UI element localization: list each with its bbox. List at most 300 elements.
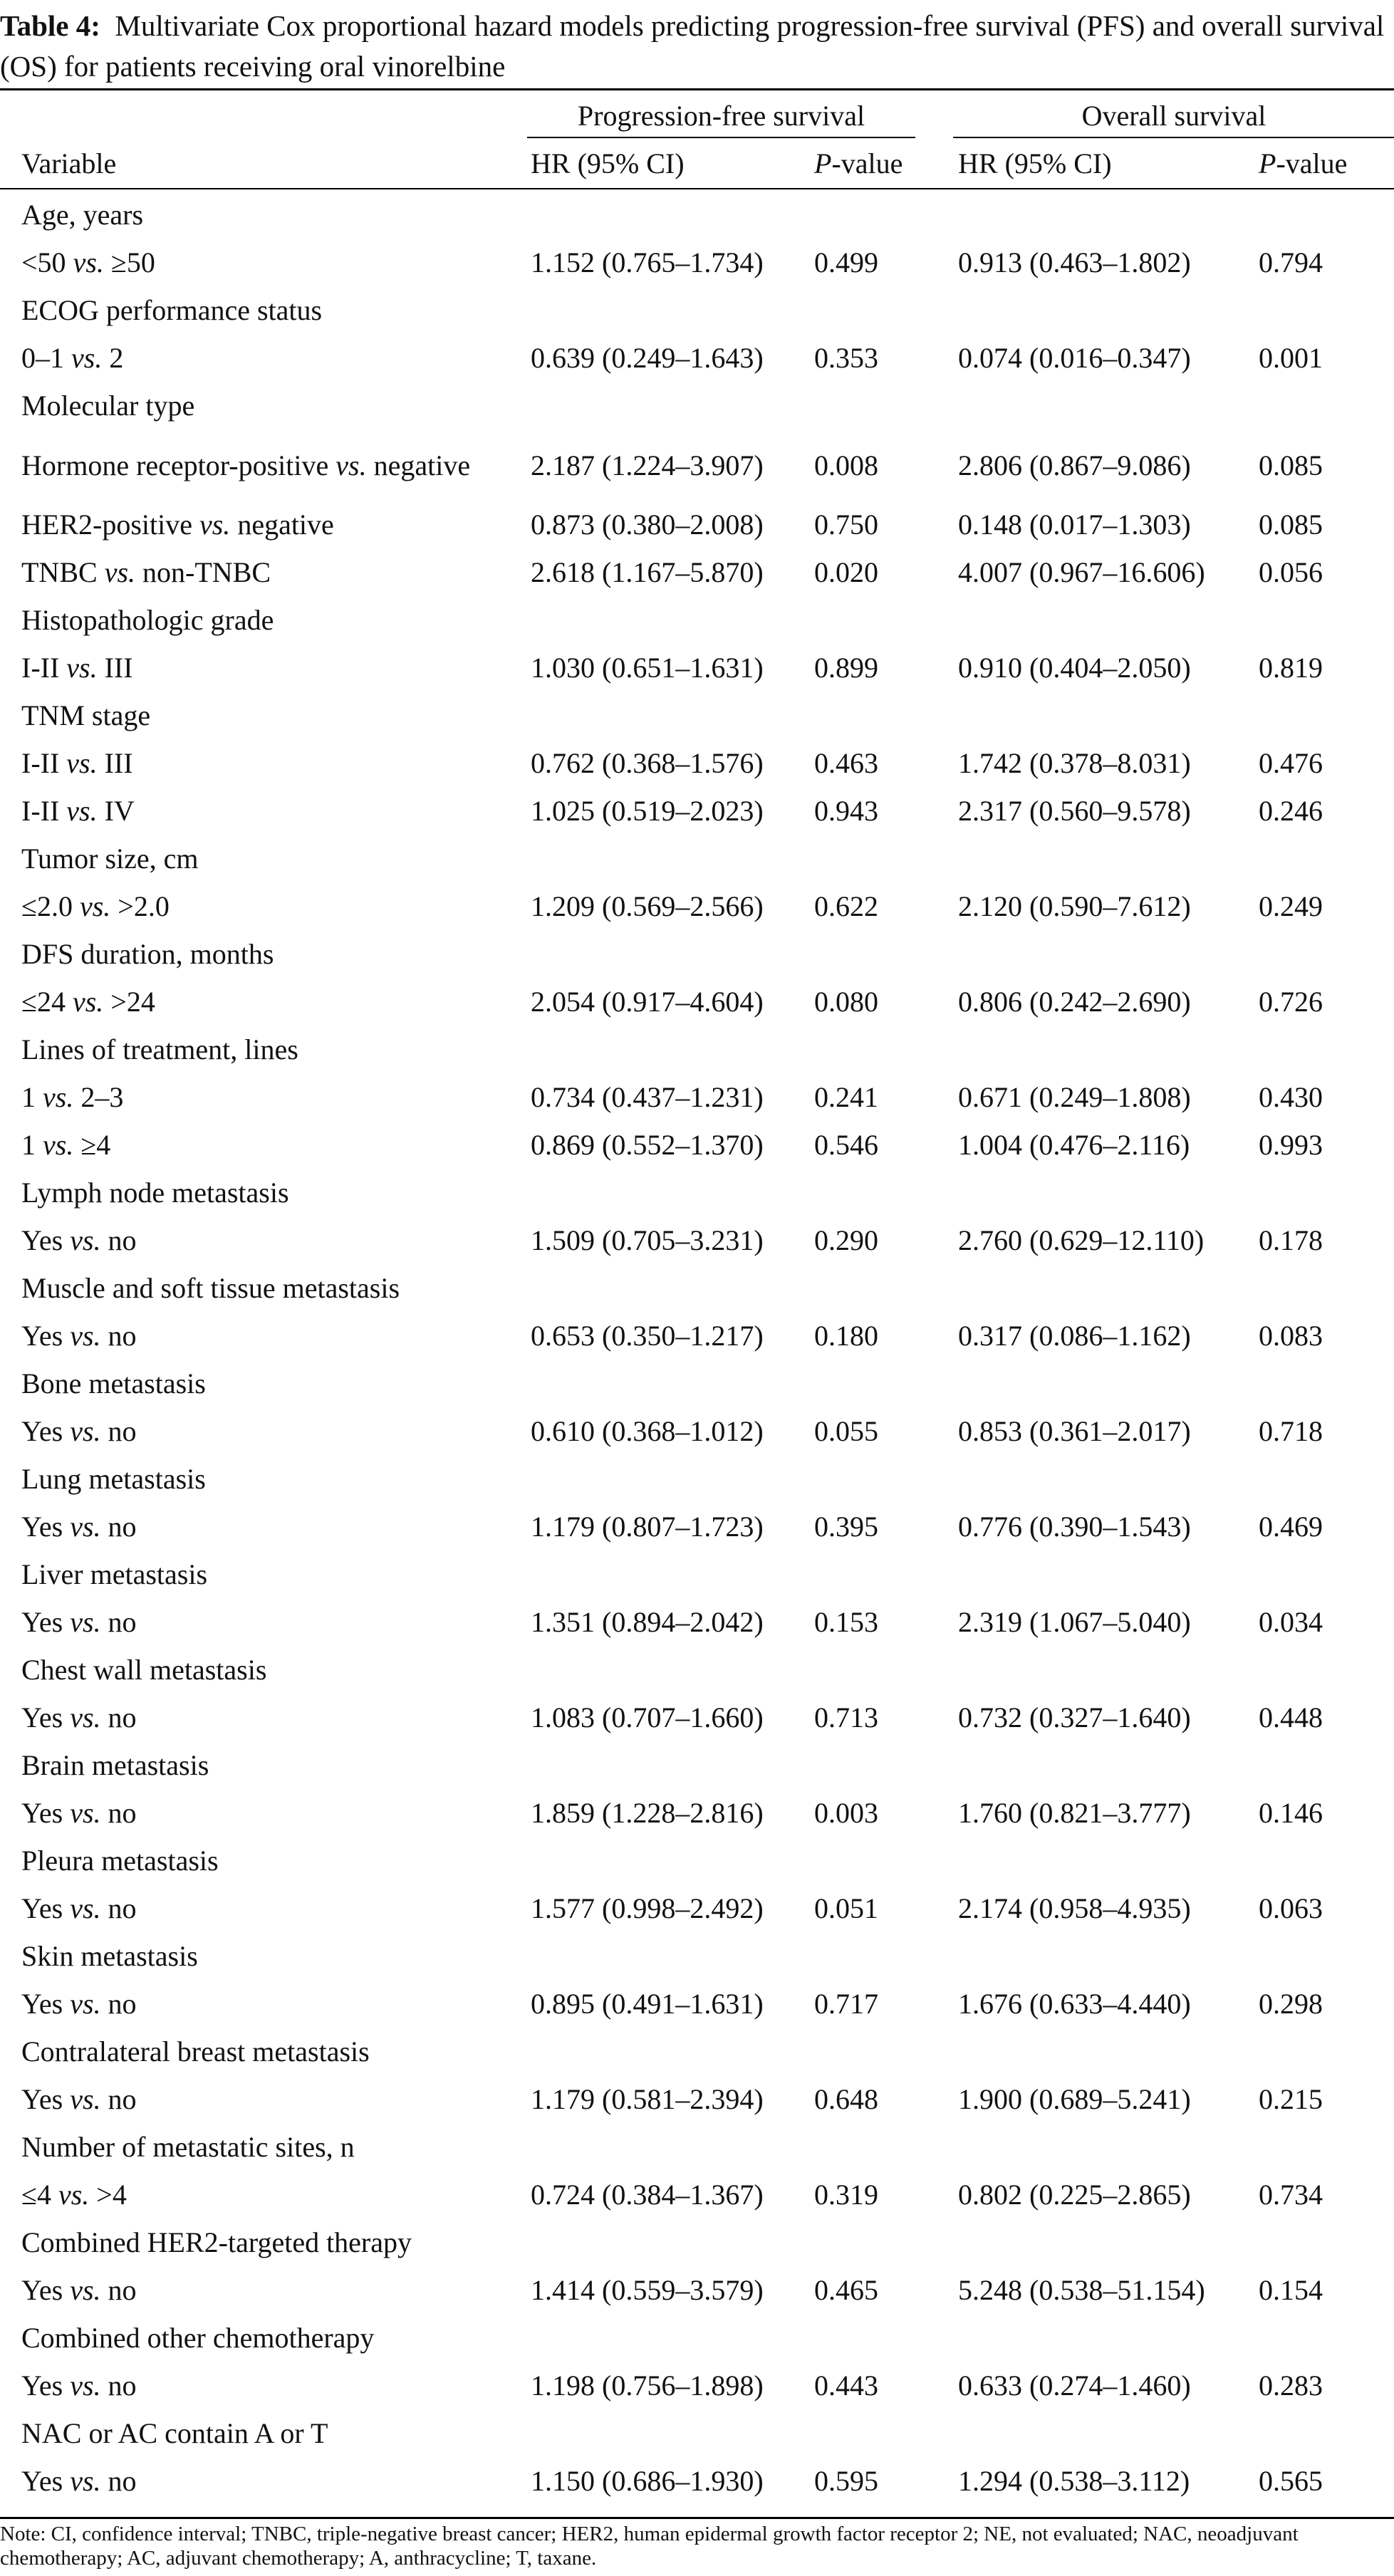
variable-heading-row [0, 1360, 1394, 1407]
pfs-hr-cell: 2.618 (1.167–5.870) [531, 556, 764, 588]
pfs-p-value-cell: 0.463 [814, 747, 878, 779]
variable-heading: Liver metastasis [21, 1558, 208, 1590]
os-hr-cell: 1.676 (0.633–4.440) [958, 1988, 1191, 2020]
os-hr-cell: 0.910 (0.404–2.050) [958, 652, 1191, 684]
comparison-cell [0, 429, 531, 501]
os-p-value-cell: 0.298 [1259, 1988, 1323, 2020]
comparison-cell [0, 1598, 531, 1646]
os-hr-cell: 2.317 (0.560–9.578) [958, 795, 1191, 827]
comparison-right: no [100, 1511, 137, 1543]
comparison-right: ≥4 [73, 1129, 111, 1161]
pfs-hr-cell: 1.179 (0.807–1.723) [531, 1511, 764, 1543]
os-hr-cell: 0.633 (0.274–1.460) [958, 2369, 1191, 2402]
os-p-value-cell: 0.448 [1259, 1701, 1323, 1733]
variable-heading: Chest wall metastasis [21, 1654, 267, 1686]
table-row [0, 501, 1394, 548]
variable-heading-row [0, 2218, 1394, 2266]
pfs-p-value-cell: 0.080 [814, 986, 878, 1018]
os-p-value-cell: 0.178 [1259, 1224, 1323, 1256]
versus-label: vs. [66, 795, 98, 827]
versus-label: vs. [70, 2274, 101, 2306]
comparison-cell [0, 1884, 531, 1932]
comparison-cell [0, 644, 531, 692]
os-p-value-cell: 0.083 [1259, 1320, 1323, 1352]
variable-heading: Contralateral breast metastasis [21, 2035, 370, 2067]
col-header-p-pfs [814, 146, 903, 182]
comparison-cell [0, 1312, 531, 1360]
pfs-p-value-cell: 0.717 [814, 1988, 878, 2020]
os-p-value-cell: 0.085 [1259, 509, 1323, 541]
pfs-p-value-cell: 0.750 [814, 509, 878, 541]
pfs-p-value-cell: 0.713 [814, 1701, 878, 1733]
pfs-p-value-cell: 0.290 [814, 1224, 878, 1256]
os-hr-cell: 1.294 (0.538–3.112) [958, 2465, 1190, 2497]
os-hr-cell: 2.760 (0.629–12.110) [958, 1224, 1205, 1256]
variable-heading: Muscle and soft tissue metastasis [21, 1272, 400, 1304]
table-row [0, 1884, 1394, 1932]
variable-heading: Number of metastatic sites, n [21, 2131, 355, 2163]
versus-label: vs. [70, 1701, 101, 1733]
comparison-left: TNBC [21, 556, 105, 588]
table-row [0, 1407, 1394, 1455]
table-row [0, 548, 1394, 596]
versus-label: vs. [66, 652, 98, 684]
comparison-left: Yes [21, 2465, 71, 2497]
variable-heading: NAC or AC contain A or T [21, 2417, 328, 2449]
os-hr-cell: 4.007 (0.967–16.606) [958, 556, 1205, 588]
pfs-p-value-cell: 0.395 [814, 1511, 878, 1543]
group-rule-os [953, 137, 1394, 138]
pfs-p-value-cell: 0.546 [814, 1129, 878, 1161]
table-row [0, 2362, 1394, 2409]
versus-label: vs. [72, 986, 104, 1018]
pfs-p-value-cell: 0.353 [814, 342, 878, 374]
comparison-cell [0, 1216, 531, 1264]
comparison-cell [0, 882, 531, 930]
pfs-p-value-cell: 0.443 [814, 2369, 878, 2402]
comparison-cell [0, 2266, 531, 2314]
os-p-value-cell: 0.154 [1259, 2274, 1323, 2306]
variable-heading: Lung metastasis [21, 1463, 206, 1495]
comparison-right: no [100, 1892, 137, 1924]
versus-label: vs. [70, 2083, 101, 2115]
comparison-cell [0, 1503, 531, 1550]
variable-heading: Pleura metastasis [21, 1845, 219, 1877]
variable-heading-row [0, 835, 1394, 882]
variable-heading: DFS duration, months [21, 938, 274, 970]
pfs-p-value-cell: 0.465 [814, 2274, 878, 2306]
os-p-value-cell: 0.246 [1259, 795, 1323, 827]
comparison-right: ≥50 [103, 246, 155, 278]
os-p-value-cell: 0.283 [1259, 2369, 1323, 2402]
os-p-value-cell: 0.794 [1259, 246, 1323, 278]
versus-label: vs. [70, 1892, 101, 1924]
table-row [0, 787, 1394, 835]
versus-label: vs. [70, 1988, 101, 2020]
os-hr-cell: 0.913 (0.463–1.802) [958, 246, 1191, 278]
comparison-right: negative [366, 449, 471, 481]
table-note: Note: CI, confidence interval; TNBC, triple-negative breast cancer; HER2, human epidermal growth factor receptor 2; NE, not evaluated; NAC, neoadjuvant chemotherapy; AC, adjuvant chemotherapy; A, anthracycline; T, taxane. [0, 2523, 1299, 2570]
versus-label: vs. [71, 342, 103, 374]
versus-label: vs. [70, 1415, 101, 1447]
os-p-value-cell: 0.146 [1259, 1797, 1323, 1829]
variable-heading: TNM stage [21, 699, 151, 731]
comparison-right: no [100, 1701, 137, 1733]
pfs-hr-cell: 0.610 (0.368–1.012) [531, 1415, 764, 1447]
col-header-hr-pfs: HR (95% CI) [531, 147, 685, 179]
comparison-right: III [97, 747, 133, 779]
variable-heading: Histopathologic grade [21, 604, 274, 636]
pfs-p-value-cell: 0.020 [814, 556, 878, 588]
comparison-right: >2.0 [110, 890, 170, 922]
table-row [0, 334, 1394, 382]
pfs-hr-cell: 0.895 (0.491–1.631) [531, 1988, 764, 2020]
variable-heading-row [0, 596, 1394, 644]
variable-heading-row [0, 2314, 1394, 2362]
comparison-left: Yes [21, 1320, 71, 1352]
pfs-hr-cell: 0.724 (0.384–1.367) [531, 2179, 764, 2211]
pfs-p-value-cell: 0.153 [814, 1606, 878, 1638]
os-hr-cell: 0.802 (0.225–2.865) [958, 2179, 1191, 2211]
pfs-p-value-cell: 0.648 [814, 2083, 878, 2115]
os-hr-cell: 1.900 (0.689–5.241) [958, 2083, 1191, 2115]
versus-label: vs. [79, 890, 111, 922]
header-rule [0, 188, 1394, 189]
pfs-hr-cell: 0.639 (0.249–1.643) [531, 342, 764, 374]
variable-heading: Age, years [21, 199, 144, 231]
comparison-cell [0, 1789, 531, 1837]
os-hr-cell: 0.671 (0.249–1.808) [958, 1081, 1191, 1113]
table-row [0, 1598, 1394, 1646]
comparison-cell [0, 1121, 531, 1169]
comparison-right: no [100, 2083, 137, 2115]
table-row [0, 1789, 1394, 1837]
versus-label: vs. [70, 1606, 101, 1638]
top-rule [0, 88, 1394, 90]
col-header-p-os [1259, 146, 1347, 182]
versus-label: vs. [70, 2369, 101, 2402]
variable-heading-row [0, 1741, 1394, 1789]
os-hr-cell: 0.732 (0.327–1.640) [958, 1701, 1191, 1733]
pfs-hr-cell: 0.873 (0.380–2.008) [531, 509, 764, 541]
table-row [0, 739, 1394, 787]
os-p-value-cell: 0.819 [1259, 652, 1323, 684]
pfs-hr-cell: 1.198 (0.756–1.898) [531, 2369, 764, 2402]
table-row [0, 1216, 1394, 1264]
versus-label: vs. [70, 2465, 101, 2497]
comparison-right: 2–3 [73, 1081, 124, 1113]
table-row [0, 2075, 1394, 2123]
comparison-left: ≤2.0 [21, 890, 80, 922]
caption-label: Table 4: [0, 9, 100, 42]
pfs-p-value-cell: 0.899 [814, 652, 878, 684]
pfs-hr-cell: 1.150 (0.686–1.930) [531, 2465, 764, 2497]
versus-label: vs. [70, 1511, 101, 1543]
versus-label: vs. [66, 747, 98, 779]
comparison-right: >24 [103, 986, 155, 1018]
variable-heading: Tumor size, cm [21, 843, 199, 875]
variable-heading-row [0, 382, 1394, 429]
comparison-cell [0, 1407, 531, 1455]
os-p-value-cell: 0.085 [1259, 449, 1323, 481]
os-p-value-cell: 0.056 [1259, 556, 1323, 588]
pfs-p-value-cell: 0.180 [814, 1320, 878, 1352]
col-header-variable: Variable [21, 147, 117, 179]
table-row [0, 1694, 1394, 1741]
comparison-right: no [100, 2465, 137, 2497]
p-italic: P [1259, 147, 1276, 179]
group-header-pfs: Progression-free survival [577, 100, 865, 132]
pfs-hr-cell: 1.577 (0.998–2.492) [531, 1892, 764, 1924]
comparison-left: Yes [21, 1511, 71, 1543]
table-row [0, 239, 1394, 286]
os-hr-cell: 2.174 (0.958–4.935) [958, 1892, 1191, 1924]
table-row [0, 1503, 1394, 1550]
variable-heading: Combined HER2-targeted therapy [21, 2226, 412, 2258]
comparison-right: no [100, 2274, 137, 2306]
comparison-left: Yes [21, 2369, 71, 2402]
comparison-left: ≤4 [21, 2179, 58, 2211]
comparison-right: no [100, 1988, 137, 2020]
comparison-left: <50 [21, 246, 73, 278]
comparison-cell [0, 2362, 531, 2409]
pfs-hr-cell: 0.734 (0.437–1.231) [531, 1081, 764, 1113]
variable-heading-row [0, 1169, 1394, 1216]
variable-heading: Combined other chemotherapy [21, 2322, 375, 2354]
variable-heading-row [0, 1455, 1394, 1503]
comparison-left: I-II [21, 652, 67, 684]
variable-heading-row [0, 2028, 1394, 2075]
comparison-cell [0, 2075, 531, 2123]
comparison-left: Yes [21, 1892, 71, 1924]
os-hr-cell: 2.806 (0.867–9.086) [958, 449, 1191, 481]
comparison-cell [0, 1073, 531, 1121]
variable-heading-row [0, 1264, 1394, 1312]
os-hr-cell: 0.074 (0.016–0.347) [958, 342, 1191, 374]
table-row [0, 882, 1394, 930]
os-p-value-cell: 0.063 [1259, 1892, 1323, 1924]
pfs-hr-cell: 1.209 (0.569–2.566) [531, 890, 764, 922]
comparison-left: Yes [21, 1415, 71, 1447]
variable-heading-row [0, 286, 1394, 334]
table-row [0, 1980, 1394, 2028]
comparison-left: Yes [21, 2274, 71, 2306]
comparison-right: no [100, 1415, 137, 1447]
comparison-right: III [97, 652, 133, 684]
pfs-p-value-cell: 0.595 [814, 2465, 878, 2497]
results-table [0, 191, 1394, 2505]
versus-label: vs. [73, 246, 104, 278]
pfs-hr-cell: 2.054 (0.917–4.604) [531, 986, 764, 1018]
os-p-value-cell: 0.718 [1259, 1415, 1323, 1447]
variable-heading-row [0, 692, 1394, 739]
pfs-p-value-cell: 0.499 [814, 246, 878, 278]
p-suffix: -value [831, 147, 903, 179]
os-p-value-cell: 0.034 [1259, 1606, 1323, 1638]
table-row [0, 2171, 1394, 2218]
group-header-os: Overall survival [1081, 100, 1266, 132]
pfs-p-value-cell: 0.055 [814, 1415, 878, 1447]
os-p-value-cell: 0.476 [1259, 747, 1323, 779]
comparison-left: I-II [21, 795, 67, 827]
comparison-cell [0, 978, 531, 1026]
os-p-value-cell: 0.215 [1259, 2083, 1323, 2115]
comparison-left: 0–1 [21, 342, 71, 374]
variable-heading-row [0, 191, 1394, 239]
comparison-right: no [100, 2369, 137, 2402]
table-row [0, 644, 1394, 692]
variable-heading-row [0, 1646, 1394, 1694]
versus-label: vs. [70, 1797, 101, 1829]
pfs-hr-cell: 1.030 (0.651–1.631) [531, 652, 764, 684]
variable-heading-row [0, 1550, 1394, 1598]
comparison-cell [0, 1980, 531, 2028]
pfs-hr-cell: 0.869 (0.552–1.370) [531, 1129, 764, 1161]
comparison-cell [0, 239, 531, 286]
pfs-hr-cell: 1.859 (1.228–2.816) [531, 1797, 764, 1829]
comparison-right: negative [230, 509, 334, 541]
table-caption [0, 6, 1389, 87]
pfs-hr-cell: 1.083 (0.707–1.660) [531, 1701, 764, 1733]
os-hr-cell: 0.776 (0.390–1.543) [958, 1511, 1191, 1543]
os-p-value-cell: 0.430 [1259, 1081, 1323, 1113]
table-row [0, 429, 1394, 501]
comparison-right: no [100, 1224, 137, 1256]
bottom-rule [0, 2517, 1394, 2519]
versus-label: vs. [43, 1129, 74, 1161]
variable-heading: Molecular type [21, 390, 195, 422]
variable-heading-row [0, 1932, 1394, 1980]
comparison-left: Yes [21, 1224, 71, 1256]
comparison-left: Yes [21, 1797, 71, 1829]
os-p-value-cell: 0.993 [1259, 1129, 1323, 1161]
group-rule-pfs [527, 137, 915, 138]
os-hr-cell: 1.760 (0.821–3.777) [958, 1797, 1191, 1829]
comparison-cell [0, 787, 531, 835]
pfs-p-value-cell: 0.003 [814, 1797, 878, 1829]
variable-heading: ECOG performance status [21, 294, 323, 326]
results-table-body [0, 191, 1394, 2505]
os-hr-cell: 1.742 (0.378–8.031) [958, 747, 1191, 779]
comparison-right: no [100, 1606, 137, 1638]
table-row [0, 2266, 1394, 2314]
variable-heading: Skin metastasis [21, 1940, 198, 1972]
pfs-hr-cell: 2.187 (1.224–3.907) [531, 449, 764, 481]
variable-heading-row [0, 1026, 1394, 1073]
caption-text: Multivariate Cox proportional hazard models predicting progression-free survival (PFS) and overall survival (OS) for patients receiving oral vinorelbine [0, 9, 1385, 83]
versus-label: vs. [199, 509, 231, 541]
comparison-right: no [100, 1320, 137, 1352]
comparison-right: IV [97, 795, 135, 827]
os-hr-cell: 2.319 (1.067–5.040) [958, 1606, 1191, 1638]
os-hr-cell: 1.004 (0.476–2.116) [958, 1129, 1190, 1161]
pfs-hr-cell: 1.509 (0.705–3.231) [531, 1224, 764, 1256]
comparison-left: Yes [21, 2083, 71, 2115]
variable-heading: Lines of treatment, lines [21, 1033, 298, 1065]
os-p-value-cell: 0.726 [1259, 986, 1323, 1018]
versus-label: vs. [336, 449, 367, 481]
comparison-right: non-TNBC [135, 556, 271, 588]
comparison-left: ≤24 [21, 986, 73, 1018]
os-hr-cell: 0.806 (0.242–2.690) [958, 986, 1191, 1018]
os-p-value-cell: 0.734 [1259, 2179, 1323, 2211]
variable-heading-row [0, 2123, 1394, 2171]
pfs-hr-cell: 0.653 (0.350–1.217) [531, 1320, 764, 1352]
os-hr-cell: 0.317 (0.086–1.162) [958, 1320, 1191, 1352]
pfs-p-value-cell: 0.051 [814, 1892, 878, 1924]
pfs-hr-cell: 1.351 (0.894–2.042) [531, 1606, 764, 1638]
pfs-p-value-cell: 0.008 [814, 449, 878, 481]
table-row [0, 2457, 1394, 2505]
comparison-left: Yes [21, 1701, 71, 1733]
pfs-hr-cell: 1.179 (0.581–2.394) [531, 2083, 764, 2115]
pfs-hr-cell: 0.762 (0.368–1.576) [531, 747, 764, 779]
comparison-left: Yes [21, 1988, 71, 2020]
comparison-left: HER2-positive [21, 509, 199, 541]
variable-heading-row [0, 930, 1394, 978]
comparison-cell [0, 334, 531, 382]
table-row [0, 978, 1394, 1026]
variable-heading: Bone metastasis [21, 1367, 206, 1399]
os-hr-cell: 2.120 (0.590–7.612) [958, 890, 1191, 922]
os-p-value-cell: 0.001 [1259, 342, 1323, 374]
comparison-left: Hormone receptor-positive [21, 449, 336, 481]
pfs-hr-cell: 1.152 (0.765–1.734) [531, 246, 764, 278]
comparison-cell [0, 2171, 531, 2218]
table-row [0, 1312, 1394, 1360]
os-p-value-cell: 0.565 [1259, 2465, 1323, 2497]
comparison-left: I-II [21, 747, 67, 779]
p-italic: P [814, 147, 832, 179]
pfs-hr-cell: 1.025 (0.519–2.023) [531, 795, 764, 827]
comparison-left: Yes [21, 1606, 71, 1638]
variable-heading-row [0, 2409, 1394, 2457]
comparison-right: 2 [102, 342, 124, 374]
comparison-cell [0, 548, 531, 596]
comparison-right: no [100, 1797, 137, 1829]
table-row [0, 1073, 1394, 1121]
pfs-p-value-cell: 0.622 [814, 890, 878, 922]
variable-heading: Brain metastasis [21, 1749, 209, 1781]
os-hr-cell: 0.853 (0.361–2.017) [958, 1415, 1191, 1447]
variable-heading-row [0, 1837, 1394, 1884]
comparison-cell [0, 501, 531, 548]
os-hr-cell: 0.148 (0.017–1.303) [958, 509, 1191, 541]
os-p-value-cell: 0.469 [1259, 1511, 1323, 1543]
comparison-left: 1 [21, 1129, 43, 1161]
versus-label: vs. [58, 2179, 90, 2211]
os-hr-cell: 5.248 (0.538–51.154) [958, 2274, 1205, 2306]
table-row [0, 1121, 1394, 1169]
versus-label: vs. [70, 1224, 101, 1256]
pfs-p-value-cell: 0.943 [814, 795, 878, 827]
col-header-hr-os: HR (95% CI) [958, 147, 1112, 179]
comparison-right: >4 [89, 2179, 127, 2211]
versus-label: vs. [70, 1320, 101, 1352]
p-suffix: -value [1276, 147, 1348, 179]
pfs-p-value-cell: 0.319 [814, 2179, 878, 2211]
comparison-left: 1 [21, 1081, 43, 1113]
pfs-p-value-cell: 0.241 [814, 1081, 878, 1113]
comparison-cell [0, 2457, 531, 2505]
pfs-hr-cell: 1.414 (0.559–3.579) [531, 2274, 764, 2306]
os-p-value-cell: 0.249 [1259, 890, 1323, 922]
variable-heading: Lymph node metastasis [21, 1177, 289, 1209]
versus-label: vs. [43, 1081, 74, 1113]
versus-label: vs. [104, 556, 136, 588]
comparison-cell [0, 1694, 531, 1741]
comparison-cell [0, 739, 531, 787]
